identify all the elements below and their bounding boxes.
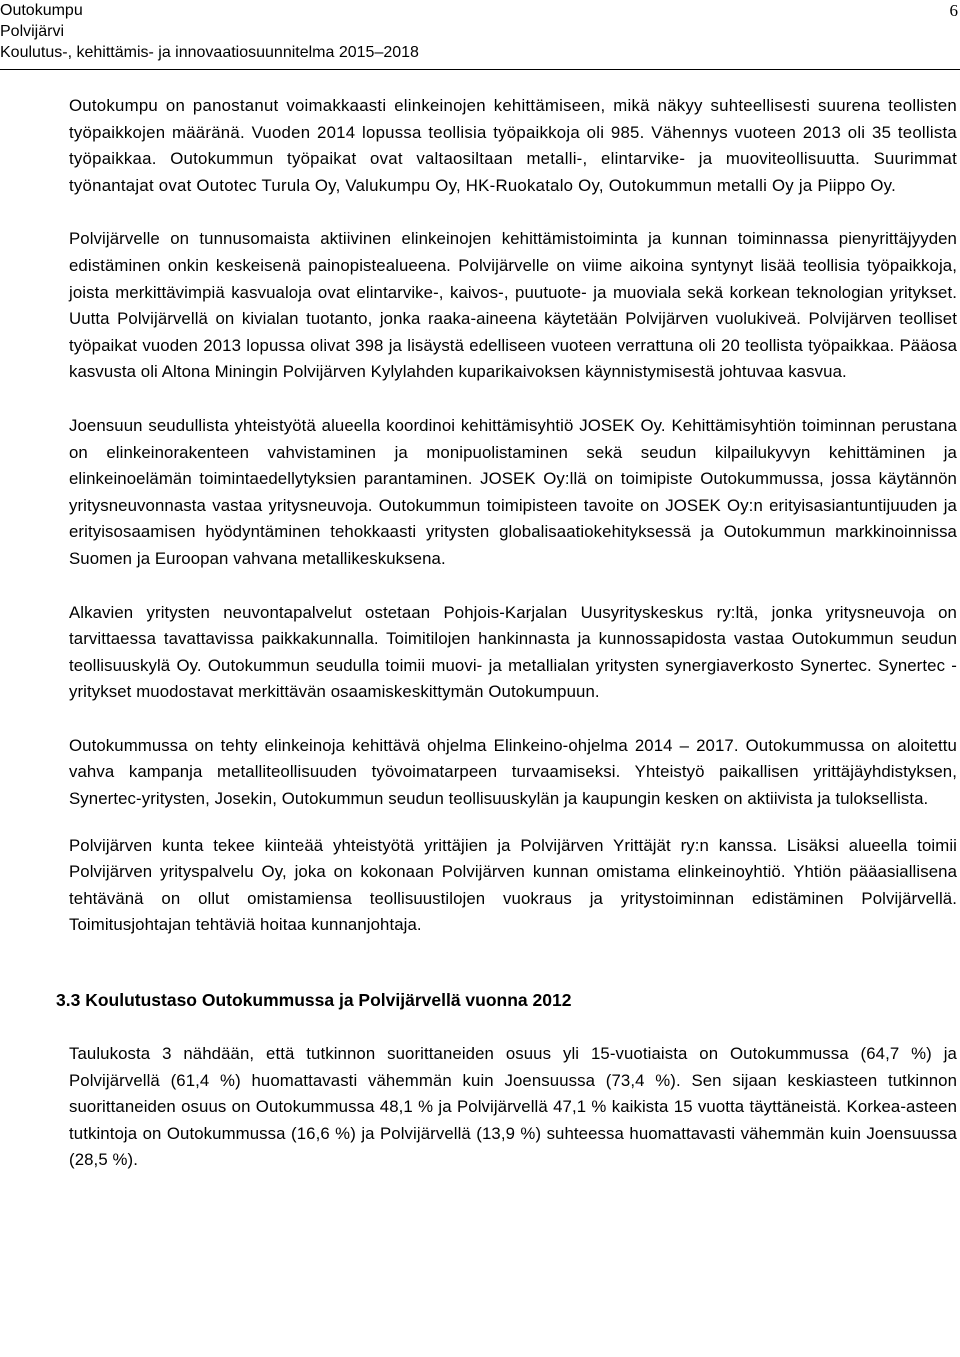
paragraph-polvijarvi-industry: Polvijärvelle on tunnusomaista aktiivinen elinkeinojen kehittämistoiminta ja kunnan toiminnassa pienyrittäjyyden edistäminen onkin keskeisenä painopistealueena. Polvijärvelle on viime aikoina syntynyt lisää teollisia työpaikkoja, joista merkittävimpiä kasvualoja ovat elintarvike-, kaivos-, puutuote- ja muoviala sekä korkean teknologian yritykset. Uutta Polvijärvellä on kivialan tuotanto, jonka raaka-aineena käytetään Polvijärven vuolukiveä. Polvijärven teolliset työpaikat vuoden 2013 lopussa olivat 398 ja lisäystä edelliseen vuoteen verrattuna oli 20 teollista työpaikkaa. Pääosa kasvusta oli Altona Miningin Polvijärven Kylylahden kuparikaivoksen käynnistymisestä johtuvaa kasvua. xyxy=(69,229,957,382)
paragraph-elinkeino-ohjelma: Outokummussa on tehty elinkeinoja kehittävä ohjelma Elinkeino-ohjelma 2014 – 2017. Outokummussa on aloitettu vahva kampanja metalliteollisuuden työvoimatarpeen turvaamiseksi. Yhteistyö paikallisen yrittäjäyhdistyksen, Synertec-yritysten, Josekin, Outokummun seudun teollisuuskylän ja kaupungin kesken on aktiivista ja tuloksellista. xyxy=(69,735,957,809)
header-document-title: Koulutus-, kehittämis- ja innovaatiosuunnitelma 2015–2018 xyxy=(0,44,419,61)
document-body xyxy=(56,93,957,1174)
paragraph-polvijarvi-cooperation: Polvijärven kunta tekee kiinteää yhteistyötä yrittäjien ja Polvijärven Yrittäjät ry:n kanssa. Lisäksi alueella toimii Polvijärven yrityspalvelu Oy, joka on kokonaan Polvijärven kunnan omistama elinkeinoyhtiö. Yhtiön pääasiallisena tehtävänä on ollut omistamiensa teollisuustilojen vuokraus ja yritystoiminnan edistäminen Polvijärvellä. Toimitusjohtajan tehtäviä hoitaa kunnanjohtaja. xyxy=(69,835,957,935)
header-company: Outokumpu xyxy=(0,2,83,19)
paragraph-outokumpu-industry: Outokumpu on panostanut voimakkaasti elinkeinojen kehittämiseen, mikä näkyy suhteellisesti suurena teollisten työpaikkojen määränä. Vuoden 2014 lopussa teollisia työpaikkoja oli 985. Vähennys vuoteen 2013 oli 35 teollista työpaikkaa. Outokummun työpaikat ovat valtaosiltaan metalli-, elintarvike- ja muoviteollisuutta. Suurimmat työnantajat ovat Outotec Turula Oy, Valukumpu Oy, HK-Ruokatalo Oy, Outokummun metalli Oy ja Piippo Oy. xyxy=(69,96,957,195)
paragraph-josek: Joensuun seudullista yhteistyötä alueella koordinoi kehittämisyhtiö JOSEK Oy. Kehittämisyhtiön toiminnan perustana on elinkeinorakenteen vahvistaminen ja monipuolistaminen sekä seudun kilpailukyvyn kehittäminen ja elinkeinoelämän toimintaedellytyksien parantaminen. JOSEK Oy:llä on toimipiste Outokummussa, jossa käytännön yritysneuvonnasta vastaa yritysneuvoja. Outokummun toimipisteen tavoite on JOSEK Oy:n erityisasiantuntijuuden ja erityisosaamisen hyödyntäminen tehokkaasti yritysten globalisaatiokehityksessä ja Outokummun markkinoinnissa Suomen ja Euroopan vahvana metallikeskuksena. xyxy=(69,415,957,568)
page-number: 6 xyxy=(949,1,958,20)
paragraph-business-advice: Alkavien yritysten neuvontapalvelut ostetaan Pohjois-Karjalan Uusyrityskeskus ry:ltä, jonka yritysneuvoja on tarvittaessa tavattavissa paikkakunnalla. Toimitilojen hankinnasta ja kunnossapidosta vastaa Outokummun seudun teollisuuskylä Oy. Outokummun seudulla toimii muovi- ja metallialan yritysten synergiaverkosto Synertec. Synertec -yritykset muodostavat merkittävän osaamiskeskittymän Outokumpuun. xyxy=(69,602,957,702)
header-divider xyxy=(0,69,960,70)
paragraph-education-level: Taulukosta 3 nähdään, että tutkinnon suorittaneiden osuus yli 15-vuotiaista on Outokummussa (64,7 %) ja Polvijärvellä (61,4 %) huomattavasti vähemmän kuin Joensuussa (73,4 %). Sen sijaan keskiasteen tutkinnon suorittaneiden osuus on Outokummussa 48,1 % ja Polvijärvellä 47,1 % kaikista 15 vuotta täyttäneistä. Korkea-asteen tutkintoja on Outokummussa (16,6 %) ja Polvijärvellä (13,9 %) suhteessa huomattavasti vähemmän kuin Joensuussa (28,5 %). xyxy=(69,1044,957,1170)
page-header xyxy=(0,0,960,72)
header-municipality: Polvijärvi xyxy=(0,23,65,40)
section-heading: 3.3 Koulutustaso Outokummussa ja Polvijärvellä vuonna 2012 xyxy=(56,990,572,1011)
